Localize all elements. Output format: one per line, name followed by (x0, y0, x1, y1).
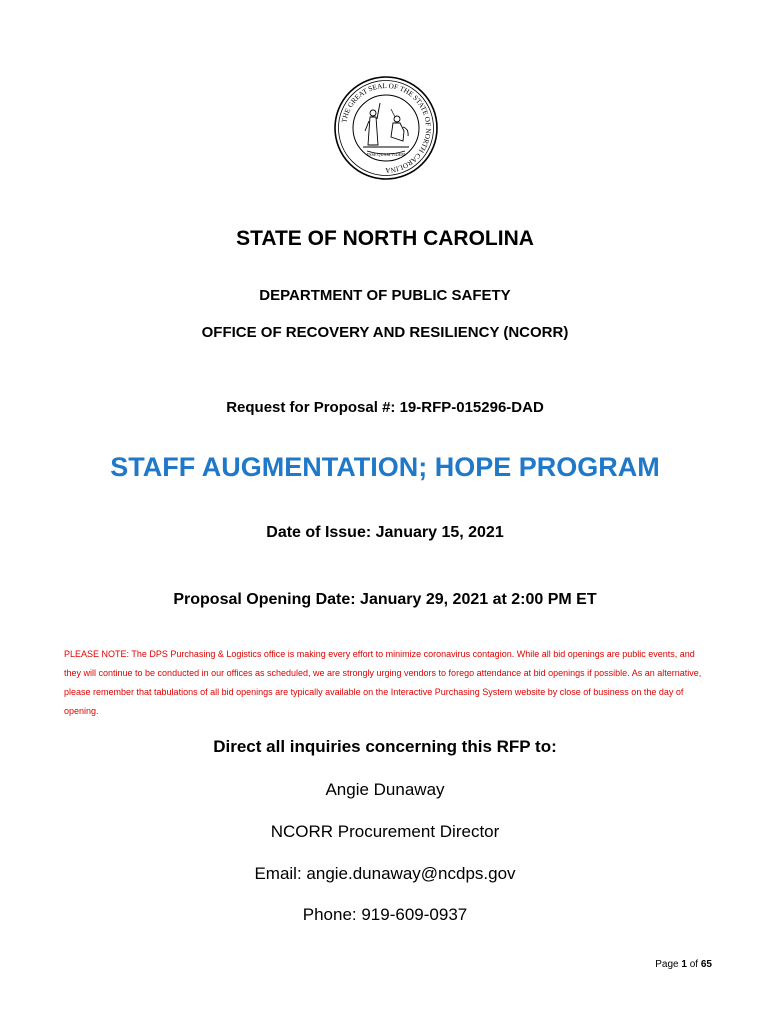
svg-text:THE GREAT SEAL OF THE STATE OF (340, 82, 432, 174)
program-title: STAFF AUGMENTATION; HOPE PROGRAM (110, 452, 660, 482)
seal-ring-text: THE GREAT SEAL OF THE STATE OF NORTH CAROLINA (340, 81, 433, 175)
page-label: Page (655, 959, 679, 970)
state-seal-icon (333, 75, 439, 181)
rfp-number: Request for Proposal #: 19-RFP-015296-DAD (226, 399, 544, 416)
date-of-issue: Date of Issue: January 15, 2021 (266, 524, 504, 541)
total-pages: 65 (700, 959, 712, 970)
department-title: DEPARTMENT OF PUBLIC SAFETY (259, 287, 511, 304)
state-title: STATE OF NORTH CAROLINA (236, 227, 534, 250)
of-label: of (689, 959, 699, 970)
inquiries-heading: Direct all inquiries concerning this RFP to: (213, 737, 557, 756)
seal-motto: ESSE QUAM VIDERI (366, 152, 406, 157)
contact-name: Angie Dunaway (325, 780, 445, 799)
covid-notice: PLEASE NOTE: The DPS Purchasing & Logistics office is making every effort to minimize coronavirus contagion. While all bid openings are public events, and they will continue to be conducted in our offices as scheduled, we are strongly urging vendors to forego attendance at bid openings if possible. As an alternative, please remember that tabulations of all bid openings are typically available on the Interactive Purchasing System website by close of business on the day of opening. (64, 649, 702, 716)
contact-phone: Phone: 919-609-0937 (302, 905, 468, 924)
proposal-opening-date: Proposal Opening Date: January 29, 2021 at 2:00 PM ET (173, 591, 597, 608)
page-number (655, 959, 712, 970)
contact-title: NCORR Procurement Director (270, 822, 500, 841)
current-page: 1 (681, 959, 687, 970)
office-title: OFFICE OF RECOVERY AND RESILIENCY (NCORR) (201, 324, 569, 341)
contact-email: Email: angie.dunaway@ncdps.gov (254, 864, 516, 883)
